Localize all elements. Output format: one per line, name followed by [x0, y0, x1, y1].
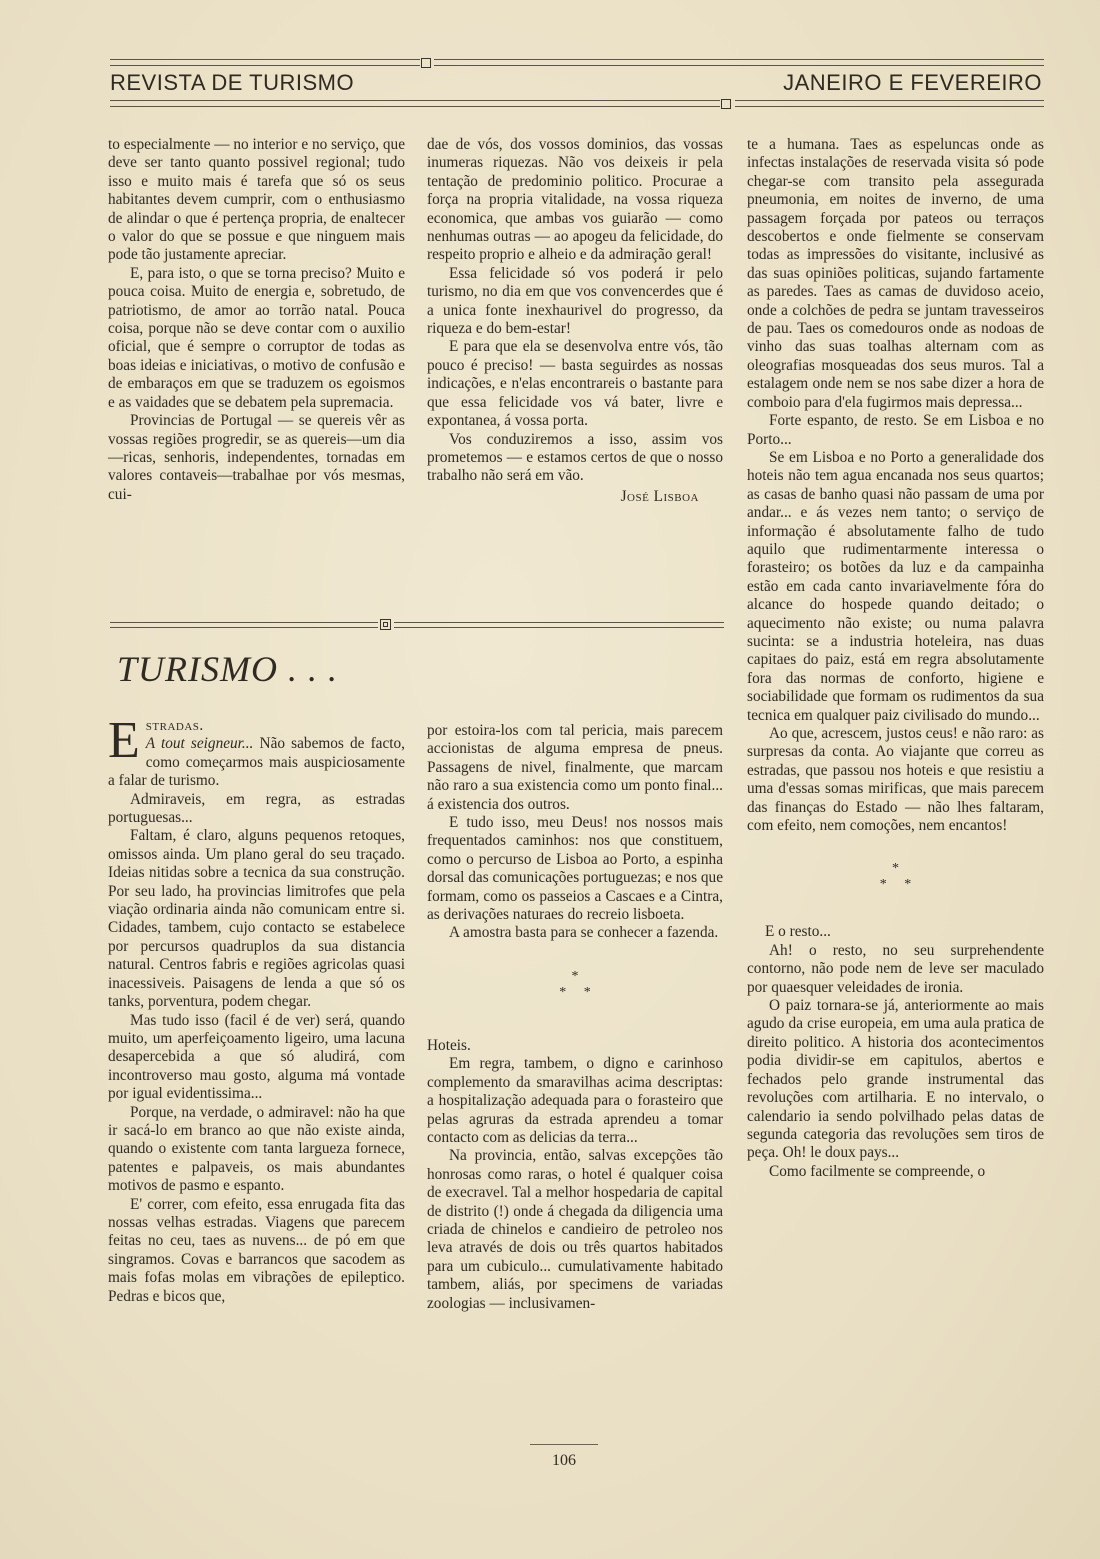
header-bottom-rule-left — [110, 100, 720, 107]
lead-text: Não sabemos de facto, como começarmos mais auspiciosamente a falar de turismo. — [108, 735, 405, 790]
paragraph: Se em Lisboa e no Porto a generalidade dos hoteis não tem agua encanada nos seus quartos; as casas de banho quasi não passam de uma por andar... e ás vezes nem tanto; o serviço de informação é absolutamente falho de tudo aquilo que rudimentarmente interessa o forasteiro; os botões da luz e da campainha estão em cada canto invariavelmente fóra do alcance do hospede quando deitado; o aquecimento não existe; ou numa palavra sucinta: se a industria hoteleira, nas duas capitaes do paiz, está em regra absolutamente fora das normas de conforto, higiene e sociabilidade que formam os rudimentos da sua tecnica em qualquer paiz civilisado do mundo... — [747, 448, 1044, 724]
paragraph: E' correr, com efeito, essa enrugada fita das nossas velhas estradas. Viagens que parecem feitas no ceu, taes as nuvens... de pó em que singramos. Covas e barrancos que sacodem as mais fofas molas em vibrações de epileptico. Pedras e bicos que, — [108, 1195, 405, 1305]
paragraph: te a humana. Taes as espeluncas onde as infectas instalações de reservada visita só pode chegar-se com transito pela assegurada pneumonia, em noites de inverno, de uma passagem forçada por pateos ou terraços descobertos e onde fielmente se conservam todas as impressões do visitante, inclusivé as das suas opiniões politicas, sujando fartamente as paredes. Taes as camas de duvidoso aceio, onde a colchões de pedra se juntam travesseiros de pau. Taes os comedouros onde as nodoas de vinho das suas toalhas alternam com as oleografias mosqueadas dos seus muros. Tal a estalagem onde nem se nos sabe dizer a hora de comboio para d'ela fugirmos mais depressa... — [747, 136, 1044, 411]
article-title: TURISMO . . . — [117, 649, 338, 689]
section-divider-left — [110, 622, 378, 628]
paragraph: Ao que, acrescem, justos ceus! e não raro: as surpresas da conta. Ao viajante que correu as estradas, que passou nos hoteis e que resistiu a uma d'essas somas mirificas, que mais parecem das finanças do Estado — não lhes faltaram, com efeito, nem comoções, nem encantos! — [747, 725, 1044, 835]
lead-small-caps: stradas. — [145, 717, 204, 734]
paragraph: Vos conduziremos a isso, assim vos prometemos — e estamos certos de que o nosso trabalho não será em vão. — [427, 430, 723, 485]
paragraph: Forte espanto, de resto. Se em Lisboa e no Porto... — [747, 412, 1044, 448]
paragraph: Porque, na verdade, o admiravel: não ha que ir sacá-lo em branco ao que não existe ainda, quando o existente com tanta largueza fornece, patentes e palpaveis, os mais abundantes motivos de pasmo e espanto. — [108, 1103, 405, 1195]
drop-cap: E — [108, 712, 140, 769]
header-top-rule-right — [434, 59, 1044, 66]
top-column-1 — [108, 136, 405, 504]
paragraph: Provincias de Portugal — se quereis vêr as vossas regiões progredir, se as quereis—um dia—ricas, senhoris, independentes, tornadas em valores contaveis—trabalhae por vós mesmas, cui- — [108, 412, 405, 503]
header-top-rule-left — [110, 59, 420, 66]
paragraph: Essa felicidade só vos poderá ir pelo turismo, no dia em que vos convencerdes que é a unica fonte inexhaurivel do progresso, da riqueza e do bem-estar! — [427, 264, 723, 338]
section-divider-right — [394, 622, 724, 628]
paragraph: Como facilmente se compreende, o — [769, 1162, 986, 1180]
section-divider-ornament — [380, 619, 391, 630]
asterism: * * * — [879, 861, 912, 893]
top-column-2 — [427, 136, 723, 506]
article-column-2 — [427, 722, 723, 1313]
paragraph: A amostra basta para se conhecer a fazenda. — [449, 924, 719, 942]
asterism: * * * — [559, 968, 591, 1000]
paragraph: E para que ela se desenvolva entre vós, tão pouco é preciso! — basta seguirdes as nossas indicações, e n'elas encontrareis o bastante para que essa felicidade vos vá bater, livre e expontanea, á vossa porta. — [427, 338, 723, 430]
paragraph: to especialmente — no interior e no serviço, que deve ser tanto quanto possivel regional; tudo isso e muito mais é tarefa que só os seus habitantes devem cumprir, com o enthusiasmo de alindar o que é pertença propria, de enaltecer o valor do que se possue e que ninguem mais pode tão justamente apreciar. — [108, 136, 405, 264]
paragraph: dae de vós, dos vossos dominios, das vossas inumeras riquezas. Não vos deixeis ir pela tentação de predominio politico. Procurae a força na propria vitalidade, na vossa riqueza economica, que ambas vos guiarão — como nenhumas outras — ao apogeu da felicidade, do respeito proprio e alheio e da admiração geral! — [427, 136, 723, 264]
author-signature: José Lisboa — [620, 487, 699, 505]
paragraph: E o resto... — [765, 923, 831, 941]
article-column-1 — [108, 712, 405, 1306]
page-number: 106 — [552, 1452, 576, 1469]
article-lead — [108, 712, 405, 791]
running-head-right: JANEIRO E FEVEREIRO — [783, 70, 1042, 95]
section-heading-hoteis: Hoteis. — [427, 1036, 471, 1054]
header-bottom-rule-right — [735, 100, 1044, 107]
paragraph: Mas tudo isso (facil é de ver) será, quando muito, um aperfeiçoamento ligeiro, uma lacuna desapercebida a que só aludirá, com incontroverso mau gosto, alguma má vontade por igual evidentissima... — [108, 1011, 405, 1103]
paragraph: Na provincia, então, salvas excepções tão honrosas como raras, o hotel é qualquer coisa de execravel. Tal a melhor hospedaria de capital de distrito (!) onde á chegada da diligencia uma criada de chinelos e candieiro de petroleo nos leva através de dois ou três quartos habitados para um cubiculo... cumulativamente habitado tambem, aliás, por specimens de variadas zoologias — inclusivamen- — [427, 1147, 723, 1312]
paragraph: O paiz tornara-se já, anteriormente ao mais agudo da crise europeia, em uma aula pratica de direito politico. A historia dos acontecimentos podia dividir-se em capitulos, abertos e fechados pelo grande instrumental das revoluções com artilharia. E no intervalo, o calendario ia sendo polvilhado pelas datas de segunda categoria das revoluções sem tiros de peça. Oh! le doux pays... — [747, 997, 1044, 1162]
paragraph: por estoira-los com tal pericia, mais parecem accionistas de alguma empresa de pneus. Passagens de nivel, finalmente, que marcam não raro a sua existencia como um ponto final... á existencia dos outros. — [427, 722, 723, 813]
paragraph: E, para isto, o que se torna preciso? Muito e pouca coisa. Muito de energia e, sobretudo, de patriotismo, de amor ao torrão natal. Pouca coisa, porque não se deve contar com o auxilio oficial, que é sempre o corruptor de todas as boas ideias e iniciativas, o motivo de confusão e de embaraços em que se traduzem os egoismos e as vaidades que se debatem pela supremacia. — [108, 264, 405, 411]
paragraph: Em regra, tambem, o digno e carinhoso complemento da smaravilhas acima descriptas: a hospitalização adequada para o forasteiro que pelas agruras da estrada aprendeu a tomar contacto com as delicias da terra... — [427, 1055, 723, 1146]
right-column — [747, 136, 1044, 1181]
header-ornament-top — [421, 58, 431, 68]
running-head-left: REVISTA DE TURISMO — [110, 70, 355, 95]
paragraph: Admiraveis, em regra, as estradas portuguesas... — [108, 790, 405, 827]
paragraph: Ah! o resto, no seu surprehendente contorno, não pode nem de leve ser maculado por quaesquer veleidades de ironia. — [747, 941, 1044, 996]
paragraph: E tudo isso, meu Deus! nos nossos mais frequentados caminhos: nos que constituem, como o percurso de Lisboa ao Porto, a espinha dorsal das comunicações portuguezas; e nos que formam, como os passeios a Cascaes e a Cintra, as derivações naturaes do recreio lisboeta. — [427, 814, 723, 924]
lead-italic: A tout seigneur... — [145, 735, 254, 753]
page-number-rule — [530, 1444, 598, 1445]
header-ornament-bottom — [721, 99, 731, 109]
paragraph: Faltam, é claro, alguns pequenos retoques, omissos ainda. Um plano geral do seu traçado. Ideias nitidas sobre a tecnica da sua construção. Por seu lado, ha provincias limitrofes que pela viação ordinaria ainda não comunicam entre si. Cidades, tambem, cujo contacto se estabelece por percursos quadruplos da sua distancia natural. Centros fabris e regiões agricolas quasi inacessiveis. Paisagens de lenda a que só os tanks, porventura, podem chegar. — [108, 827, 405, 1011]
